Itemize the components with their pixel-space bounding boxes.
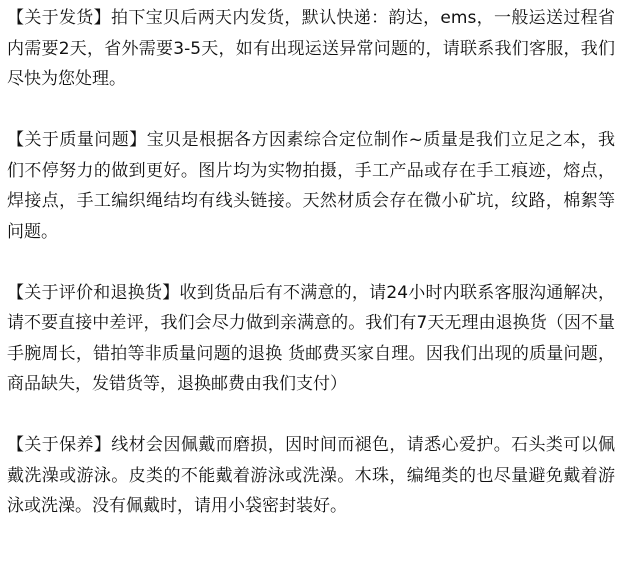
review-return-body: 收到货品后有不满意的，请24小时内联系客服沟通解决，请不要直接中差评，我们会尽力做到亲满意的。我们有7天无理由退换货（因不量手腕周长，错拍等非质量问题的退换 货邮费买家自理。因我们出现的质量问题，商品缺失，发错货等，退换邮费由我们支付） <box>7 282 616 394</box>
care-section <box>7 430 615 522</box>
quality-section <box>7 125 615 247</box>
review-return-heading: 【关于评价和退换货】 <box>7 282 180 303</box>
review-return-section <box>7 278 615 400</box>
shipping-heading: 【关于发货】 <box>7 8 112 28</box>
shop-notice-text <box>7 3 615 522</box>
shipping-body: 拍下宝贝后两天内发货，默认快递：韵达，ems，一般运送过程省内需要2天，省外需要3-5天，如有出现运送异常问题的，请联系我们客服，我们尽快为您处理。 <box>7 8 616 89</box>
shipping-section <box>7 3 615 95</box>
quality-body: 宝贝是根据各方因素综合定位制作~质量是我们立足之本，我们不停努力的做到更好。图片均为实物拍摄，手工产品或存在手工痕迹，熔点，焊接点，手工编织绳结均有线头链接。天然材质会存在微小矿坑，纹路，棉絮等问题。 <box>7 130 616 242</box>
quality-heading: 【关于质量问题】 <box>7 130 147 150</box>
care-heading: 【关于保养】 <box>7 435 112 455</box>
care-body: 线材会因佩戴而磨损，因时间而褪色，请悉心爱护。石头类可以佩戴洗澡或游泳。皮类的不能戴着游泳或洗澡。木珠，编绳类的也尽量避免戴着游泳或洗澡。没有佩戴时，请用小袋密封装好。 <box>7 435 616 516</box>
